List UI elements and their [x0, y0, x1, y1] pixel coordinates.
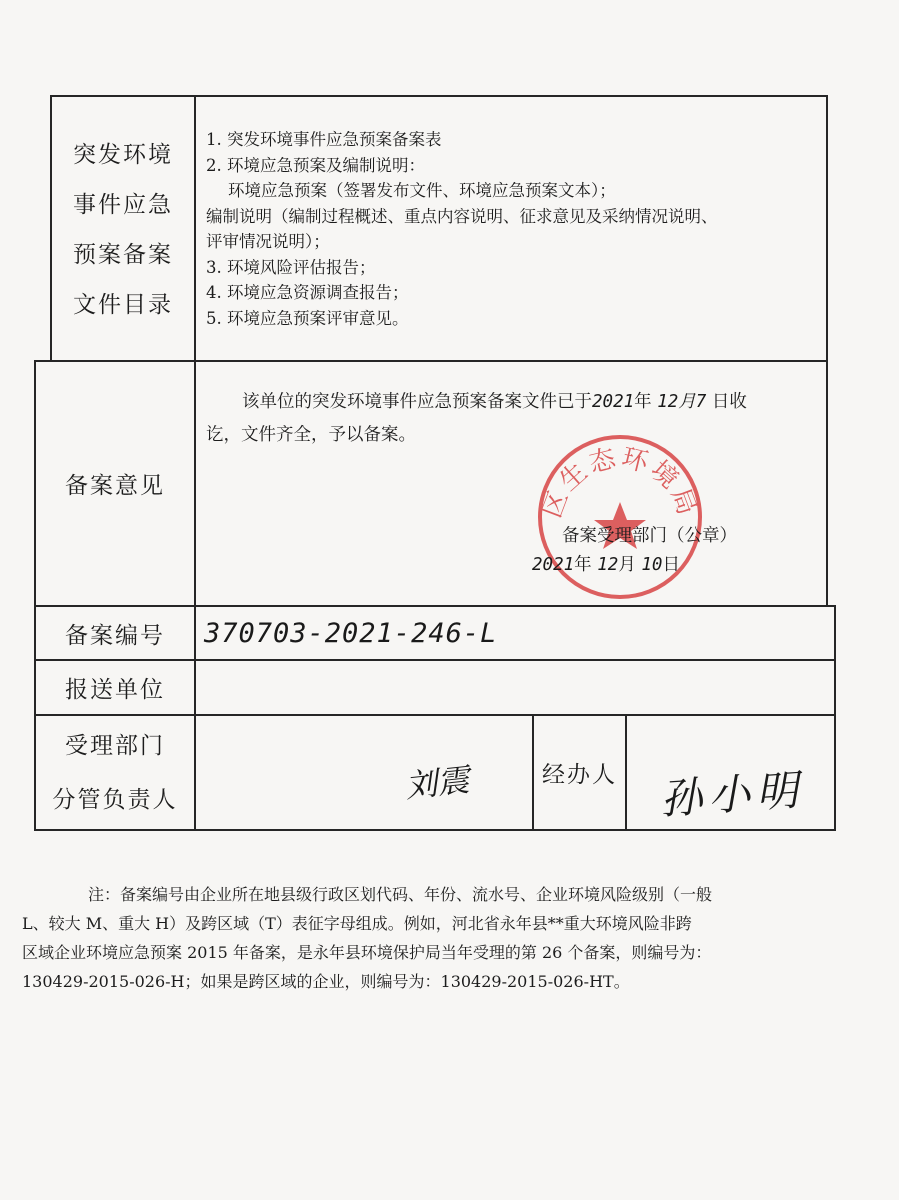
submitting-unit-label: 报送单位: [65, 677, 165, 703]
handler-label: 经办人: [542, 762, 617, 788]
date-day: 10: [641, 555, 663, 575]
handwritten-month-day: 12月7: [657, 392, 707, 412]
file-list: [206, 127, 826, 331]
list-item: 2. 环境应急预案及编制说明：: [206, 155, 425, 175]
opinion-line-1: [206, 386, 818, 419]
file-list-label-line: 文件目录: [73, 292, 173, 318]
file-list-label-line: 突发环境: [73, 142, 173, 168]
border-right-lower: [834, 605, 836, 830]
handwritten-year: 2021: [592, 392, 635, 412]
filing-number-value: 370703-2021-246-L: [204, 618, 498, 649]
footnote: [22, 880, 822, 996]
dept-head-label-line: 分管负责人: [52, 786, 178, 813]
dept-head-label: [36, 716, 194, 829]
footnote-line: L、较大 M、重大 H）及跨区域（T）表征字母组成。例如，河北省永年县**重大环境风险非跨: [22, 914, 692, 933]
signature-dept-head: 刘震: [403, 760, 472, 806]
opinion-label: 备案意见: [65, 473, 165, 499]
opinion-line-2: 讫，文件齐全，予以备案。: [206, 425, 416, 445]
footnote-line: 区域企业环境应急预案 2015 年备案，是永年县环境保护局当年受理的第 26 个备案，则编号为：: [22, 943, 712, 962]
file-list-label: [52, 130, 194, 330]
date-month: 12: [597, 555, 619, 575]
border-bottom: [34, 829, 836, 831]
filing-dept: 备案受理部门（公章）: [562, 526, 737, 546]
year-char: 年: [634, 392, 652, 412]
signature-handler: 孙小明: [658, 765, 806, 824]
file-list-label-line: 预案备案: [73, 242, 173, 268]
border-right: [826, 95, 828, 605]
list-item: 1. 突发环境事件应急预案备案表: [206, 130, 442, 149]
footnote-line: 130429-2015-026-H；如果是跨区域的企业，则编号为：130429-2015-026-HT。: [22, 972, 630, 991]
list-item: 4. 环境应急资源调查报告；: [206, 283, 409, 302]
footnote-line: 注：备案编号由企业所在地县级行政区划代码、年份、流水号、企业环境风险级别（一般: [88, 885, 713, 904]
date-year: 2021: [532, 555, 575, 575]
filing-number-label: 备案编号: [65, 622, 165, 649]
date-month-char: 月: [618, 555, 636, 575]
seal-text: 区生态环境局: [537, 442, 703, 522]
file-list-label-line: 事件应急: [73, 192, 173, 218]
date-day-char: 日: [662, 555, 680, 575]
date-year-char: 年: [574, 555, 592, 575]
border-top: [50, 95, 828, 97]
opinion-text-pre: 该单位的突发环境事件应急预案备案文件已于: [242, 392, 592, 412]
filing-date: [532, 551, 680, 576]
dept-head-label-line: 受理部门: [65, 732, 165, 759]
handler-divider-right: [625, 714, 627, 830]
official-seal: [535, 432, 705, 602]
column-divider: [194, 95, 196, 830]
day-char: 日收: [711, 392, 747, 412]
list-item: 5. 环境应急预案评审意见。: [206, 308, 409, 328]
list-item: 编制说明（编制过程概述、重点内容说明、征求意见及采纳情况说明、: [206, 206, 718, 226]
list-item: 3. 环境风险评估报告；: [206, 257, 376, 277]
opinion-text: [206, 386, 818, 452]
list-item: 评审情况说明）；: [206, 232, 330, 251]
list-item: 环境应急预案（签署发布文件、环境应急预案文本）；: [228, 181, 616, 200]
